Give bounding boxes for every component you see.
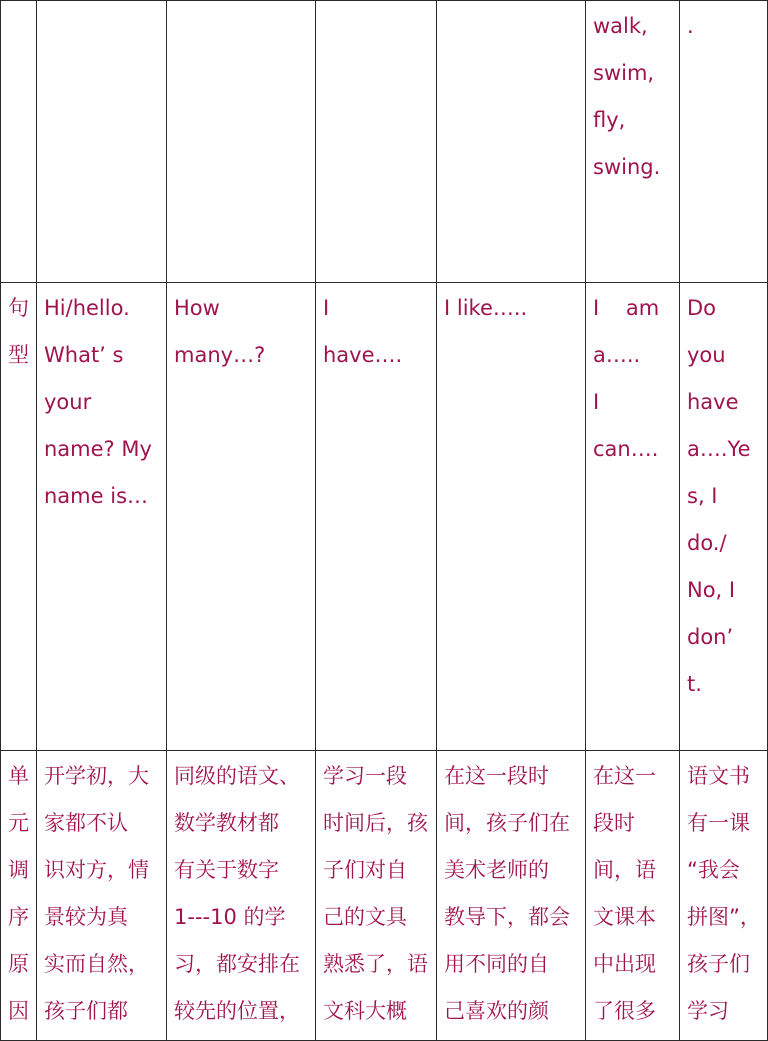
- table-cell-verbs: [586, 1, 680, 283]
- cell-line: can….: [593, 437, 659, 461]
- row-label-unit-reason: [1, 751, 37, 1041]
- cell-line: 孩子们: [687, 952, 750, 976]
- cell-line: 识对方，情: [44, 858, 149, 882]
- table-cell: [37, 1, 167, 283]
- cell-line: 语文书: [687, 764, 750, 788]
- cell-line: 家都不认: [44, 811, 128, 835]
- row-label-cell: [1, 1, 37, 283]
- cell-line: No, I: [687, 578, 736, 602]
- cell-line: your: [44, 390, 92, 414]
- cell-line: you: [687, 343, 726, 367]
- cell-line: 较先的位置，: [174, 999, 300, 1023]
- label-char: 句: [8, 296, 29, 320]
- cell-line: 有一课: [687, 811, 750, 835]
- cell-line: 在这一: [593, 764, 656, 788]
- cell-line: swim,: [593, 61, 655, 85]
- cell-line: 开学初，大: [44, 764, 149, 788]
- cell-line: 间，孩子们在: [444, 811, 570, 835]
- label-char: 因: [8, 999, 29, 1023]
- cell-line: 子们对自: [323, 858, 407, 882]
- cell-line: many…?: [174, 343, 266, 367]
- table-cell: [586, 283, 680, 751]
- cell-line: walk,: [593, 14, 648, 38]
- cell-line: 习，都安排在: [174, 952, 300, 976]
- cell-line: have….: [323, 343, 403, 367]
- cell-line: 文科大概: [323, 999, 407, 1023]
- cell-line: 拼图”，: [687, 905, 761, 929]
- table-cell: [167, 751, 316, 1041]
- cell-line: 了很多: [593, 999, 656, 1023]
- table-row-sentence-patterns: [1, 283, 768, 751]
- cell-line: 学习一段: [323, 764, 407, 788]
- table-cell: [167, 283, 316, 751]
- cell-line: 段时: [593, 811, 635, 835]
- cell-line: 数学教材都: [174, 811, 279, 835]
- table-cell: [437, 283, 586, 751]
- cell-line: 文课本: [593, 905, 656, 929]
- cell-line: have: [687, 390, 739, 414]
- table-cell: [680, 283, 768, 751]
- cell-line: How: [174, 296, 220, 320]
- cell-line: a….Ye: [687, 437, 751, 461]
- table-cell: [37, 283, 167, 751]
- table-cell: [586, 751, 680, 1041]
- cell-line: don’: [687, 625, 734, 649]
- label-char: 序: [8, 905, 29, 929]
- table-cell: [680, 751, 768, 1041]
- cell-line: 美术老师的: [444, 858, 549, 882]
- table-cell: [167, 1, 316, 283]
- cell-line: I am: [593, 296, 660, 320]
- label-char: 原: [8, 952, 29, 976]
- cell-line: 景较为真: [44, 905, 128, 929]
- cell-line: Do: [687, 296, 717, 320]
- cell-line: swing.: [593, 155, 661, 179]
- cell-line: 中出现: [593, 952, 656, 976]
- cell-line: 熟悉了，语: [323, 952, 428, 976]
- cell-line: t.: [687, 672, 702, 696]
- table-cell: [680, 1, 768, 283]
- cell-line: .: [687, 14, 694, 38]
- cell-line: I like…..: [444, 296, 528, 320]
- table-cell: [437, 751, 586, 1041]
- cell-line: fly,: [593, 108, 626, 132]
- cell-line: name? My: [44, 437, 152, 461]
- label-char: 调: [8, 858, 29, 882]
- cell-line: “我会: [687, 858, 740, 882]
- cell-line: 时间后，孩: [323, 811, 428, 835]
- cell-line: 学习: [687, 999, 729, 1023]
- cell-line: 间，语: [593, 858, 656, 882]
- table-row-unit-reorder-reason: [1, 751, 768, 1041]
- cell-line: 有关于数字: [174, 858, 279, 882]
- cell-line: 己喜欢的颜: [444, 999, 549, 1023]
- cell-line: 用不同的自: [444, 952, 549, 976]
- label-char: 型: [8, 343, 29, 367]
- cell-line: 实而自然，: [44, 952, 149, 976]
- label-char: 元: [8, 811, 29, 835]
- table-cell: [316, 1, 437, 283]
- table-cell: [316, 751, 437, 1041]
- cell-line: name is…: [44, 484, 149, 508]
- label-char: 单: [8, 764, 29, 788]
- cell-line: Hi/hello.: [44, 296, 130, 320]
- table-cell: [316, 283, 437, 751]
- cell-line: 己的文具: [323, 905, 407, 929]
- cell-line: What’ s: [44, 343, 124, 367]
- cell-line: I: [593, 390, 600, 414]
- row-label-sentence-pattern: [1, 283, 37, 751]
- table-cell: [437, 1, 586, 283]
- cell-line: s, I: [687, 484, 718, 508]
- cell-line: 同级的语文、: [174, 764, 300, 788]
- cell-line: 孩子们都: [44, 999, 128, 1023]
- table-cell: [37, 751, 167, 1041]
- cell-line: 教导下，都会: [444, 905, 570, 929]
- cell-line: do./: [687, 531, 727, 555]
- cell-line: 1---10 的学: [174, 905, 286, 929]
- cell-line: a…..: [593, 343, 641, 367]
- cell-line: 在这一段时: [444, 764, 549, 788]
- cell-line: I: [323, 296, 330, 320]
- table-row-vocabulary: [1, 1, 768, 283]
